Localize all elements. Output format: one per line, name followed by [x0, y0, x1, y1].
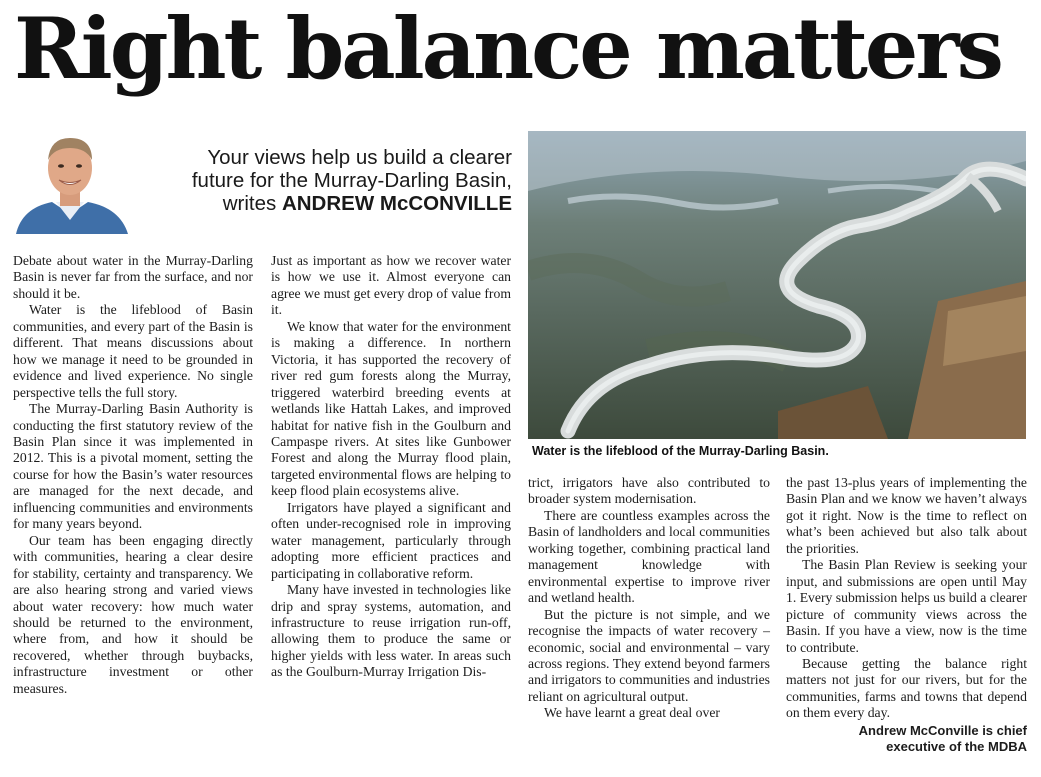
signoff-line-1: Andrew McConville is chief: [858, 722, 1027, 738]
paragraph: trict, irrigators have also contributed to broader system modernisation.: [528, 475, 770, 507]
standfirst-line-2: future for the Murray-Darling Basin,: [191, 169, 512, 192]
paragraph: Debate about water in the Murray-Darling Basin is never far from the surface, and nor should it be.: [13, 253, 253, 301]
paragraph: Irrigators have played a significant and often under-recognised role in improving water management, particularly through adopting more efficient practices and participating in collaborative reform.: [271, 499, 511, 581]
paragraph: But the picture is not simple, and we recognise the impacts of water recovery – economic, social and environmental – vary across regions. They extend beyond farmers and irrigators to communities and industries reliant on agricultural output.: [528, 606, 770, 704]
standfirst-line-1: Your views help us build a clearer: [207, 146, 512, 169]
paragraph: We have learnt a great deal over: [544, 705, 720, 721]
byline-author: ANDREW McCONVILLE: [281, 192, 512, 215]
byline-writes: writes: [222, 192, 282, 215]
paragraph: Water is the lifeblood of Basin communities, and every part of the Basin is different. That means discussions about how we manage it need to be grounded in evidence and lived experience. No single perspective tells the full story.: [13, 302, 253, 400]
paragraph: The Basin Plan Review is seeking your input, and submissions are open until May 1. Every submission helps us build a clearer picture of community views across the Basin. If you have a view, now is the time to contribute.: [786, 557, 1028, 655]
paragraph: The Murray-Darling Basin Authority is conducting the first statutory review of the Basin Plan since it was implemented in 2012. This is a pivotal moment, setting the course for how the Basin’s water resources are managed for the next decade, and influencing communities and environments for many years beyond.: [13, 401, 253, 532]
article-column-2: [271, 253, 511, 681]
standfirst: [140, 146, 512, 215]
author-signoff: [786, 723, 1027, 755]
paragraph: We know that water for the environment is making a difference. In northern Victoria, it has supported the recovery of river red gum forests along the Murray, triggered waterbird breeding events at wetlands like Hattah Lakes, and improved habitat for native fish in the Goulburn and Campaspe rivers. At sites like Gunbower Forest and along the Murray flood plain, targeted environmental flows are helping to keep flood plain ecosystems alive.: [271, 318, 511, 499]
paragraph: Because getting the balance right matters not just for our rivers, but for the communities, farms and towns that depend on them every day.: [786, 655, 1027, 721]
paragraph: Many have invested in technologies like drip and spray systems, automation, and infrastructure to reuse irrigation run-off, allowing them to produce the same or higher yields with less water. In areas such as the Goulburn-Murray Irrigation Dis-: [271, 582, 511, 680]
article-column-3: [528, 475, 770, 722]
signoff-line-2: executive of the MDBA: [886, 738, 1027, 754]
paragraph: Our team has been engaging directly with communities, hearing a clear desire for stability, certainty and transparency. We are also hearing strong and varied views about water recovery: how much water should be returned to the environment, where from, and how it should be recovered, whether through buybacks, infrastructure investment or other measures.: [13, 532, 253, 696]
river-aerial-photo: [528, 131, 1026, 439]
photo-caption: Water is the lifeblood of the Murray-Darling Basin.: [532, 444, 829, 458]
byline: [140, 192, 512, 215]
article-column-4: [786, 475, 1027, 755]
paragraph: the past 13-plus years of implementing the Basin Plan and we know we haven’t always got it right. Now is the time to reflect on what’s been achieved but also talk about the priorities.: [786, 475, 1027, 556]
paragraph: Just as important as how we recover water is how we use it. Almost everyone can agree we must get every drop of value from it.: [271, 253, 511, 318]
headline: Right balance matters: [14, 0, 1001, 98]
author-portrait: [10, 128, 132, 234]
paragraph: There are countless examples across the Basin of landholders and local communities working together, combining practical land management knowledge with environmental expertise to improve river and wetland health.: [528, 507, 770, 606]
article-column-1: [13, 253, 253, 697]
